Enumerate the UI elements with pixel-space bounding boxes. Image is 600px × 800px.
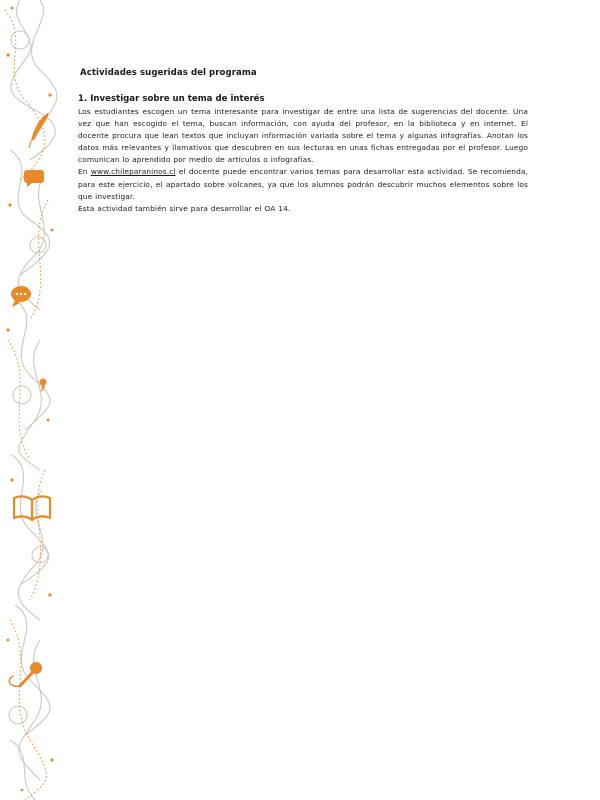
paragraph-2-suffix: el docente puede encontrar varios temas para desarrollar esta actividad. Se recomienda, para este ejercicio, el apartado sobre volcanes, ya que los alumnos podrán descubrir muchos elementos sobre los que investigar.: [78, 167, 529, 201]
activity-paragraph-2: [78, 166, 528, 202]
activity-paragraph-3: Esta actividad también sirve para desarrollar el OA 14.: [78, 203, 291, 213]
activity-paragraph-1: Los estudiantes escogen un tema interesante para investigar de entre una lista de sugerencias del docente. Una vez que han escogido el tema, buscan información, con ayuda del profesor, en la biblioteca y en internet. El docente procura que lean textos que incluyan información variada sobre el tema y algunas infografías. Anotan los datos más relevantes y llamativos que descubren en sus lecturas en unas fichas entregadas por el profesor. Luego comunican lo aprendido por medio de artículos o infografías.: [78, 107, 528, 165]
section-heading: Actividades sugeridas del programa: [80, 68, 257, 78]
open-book-icon: [14, 496, 50, 520]
quill-icon: [29, 113, 48, 148]
activity-title: 1. Investigar sobre un tema de interés: [78, 94, 265, 104]
paragraph-2-prefix: En: [78, 167, 91, 177]
chat-bubble-icon: [24, 170, 44, 187]
document-body: [78, 68, 528, 215]
decorative-border: [0, 0, 70, 800]
speech-bubble-icon: [11, 286, 31, 307]
chileparaninos-link[interactable]: www.chileparaninos.cl: [90, 167, 176, 177]
